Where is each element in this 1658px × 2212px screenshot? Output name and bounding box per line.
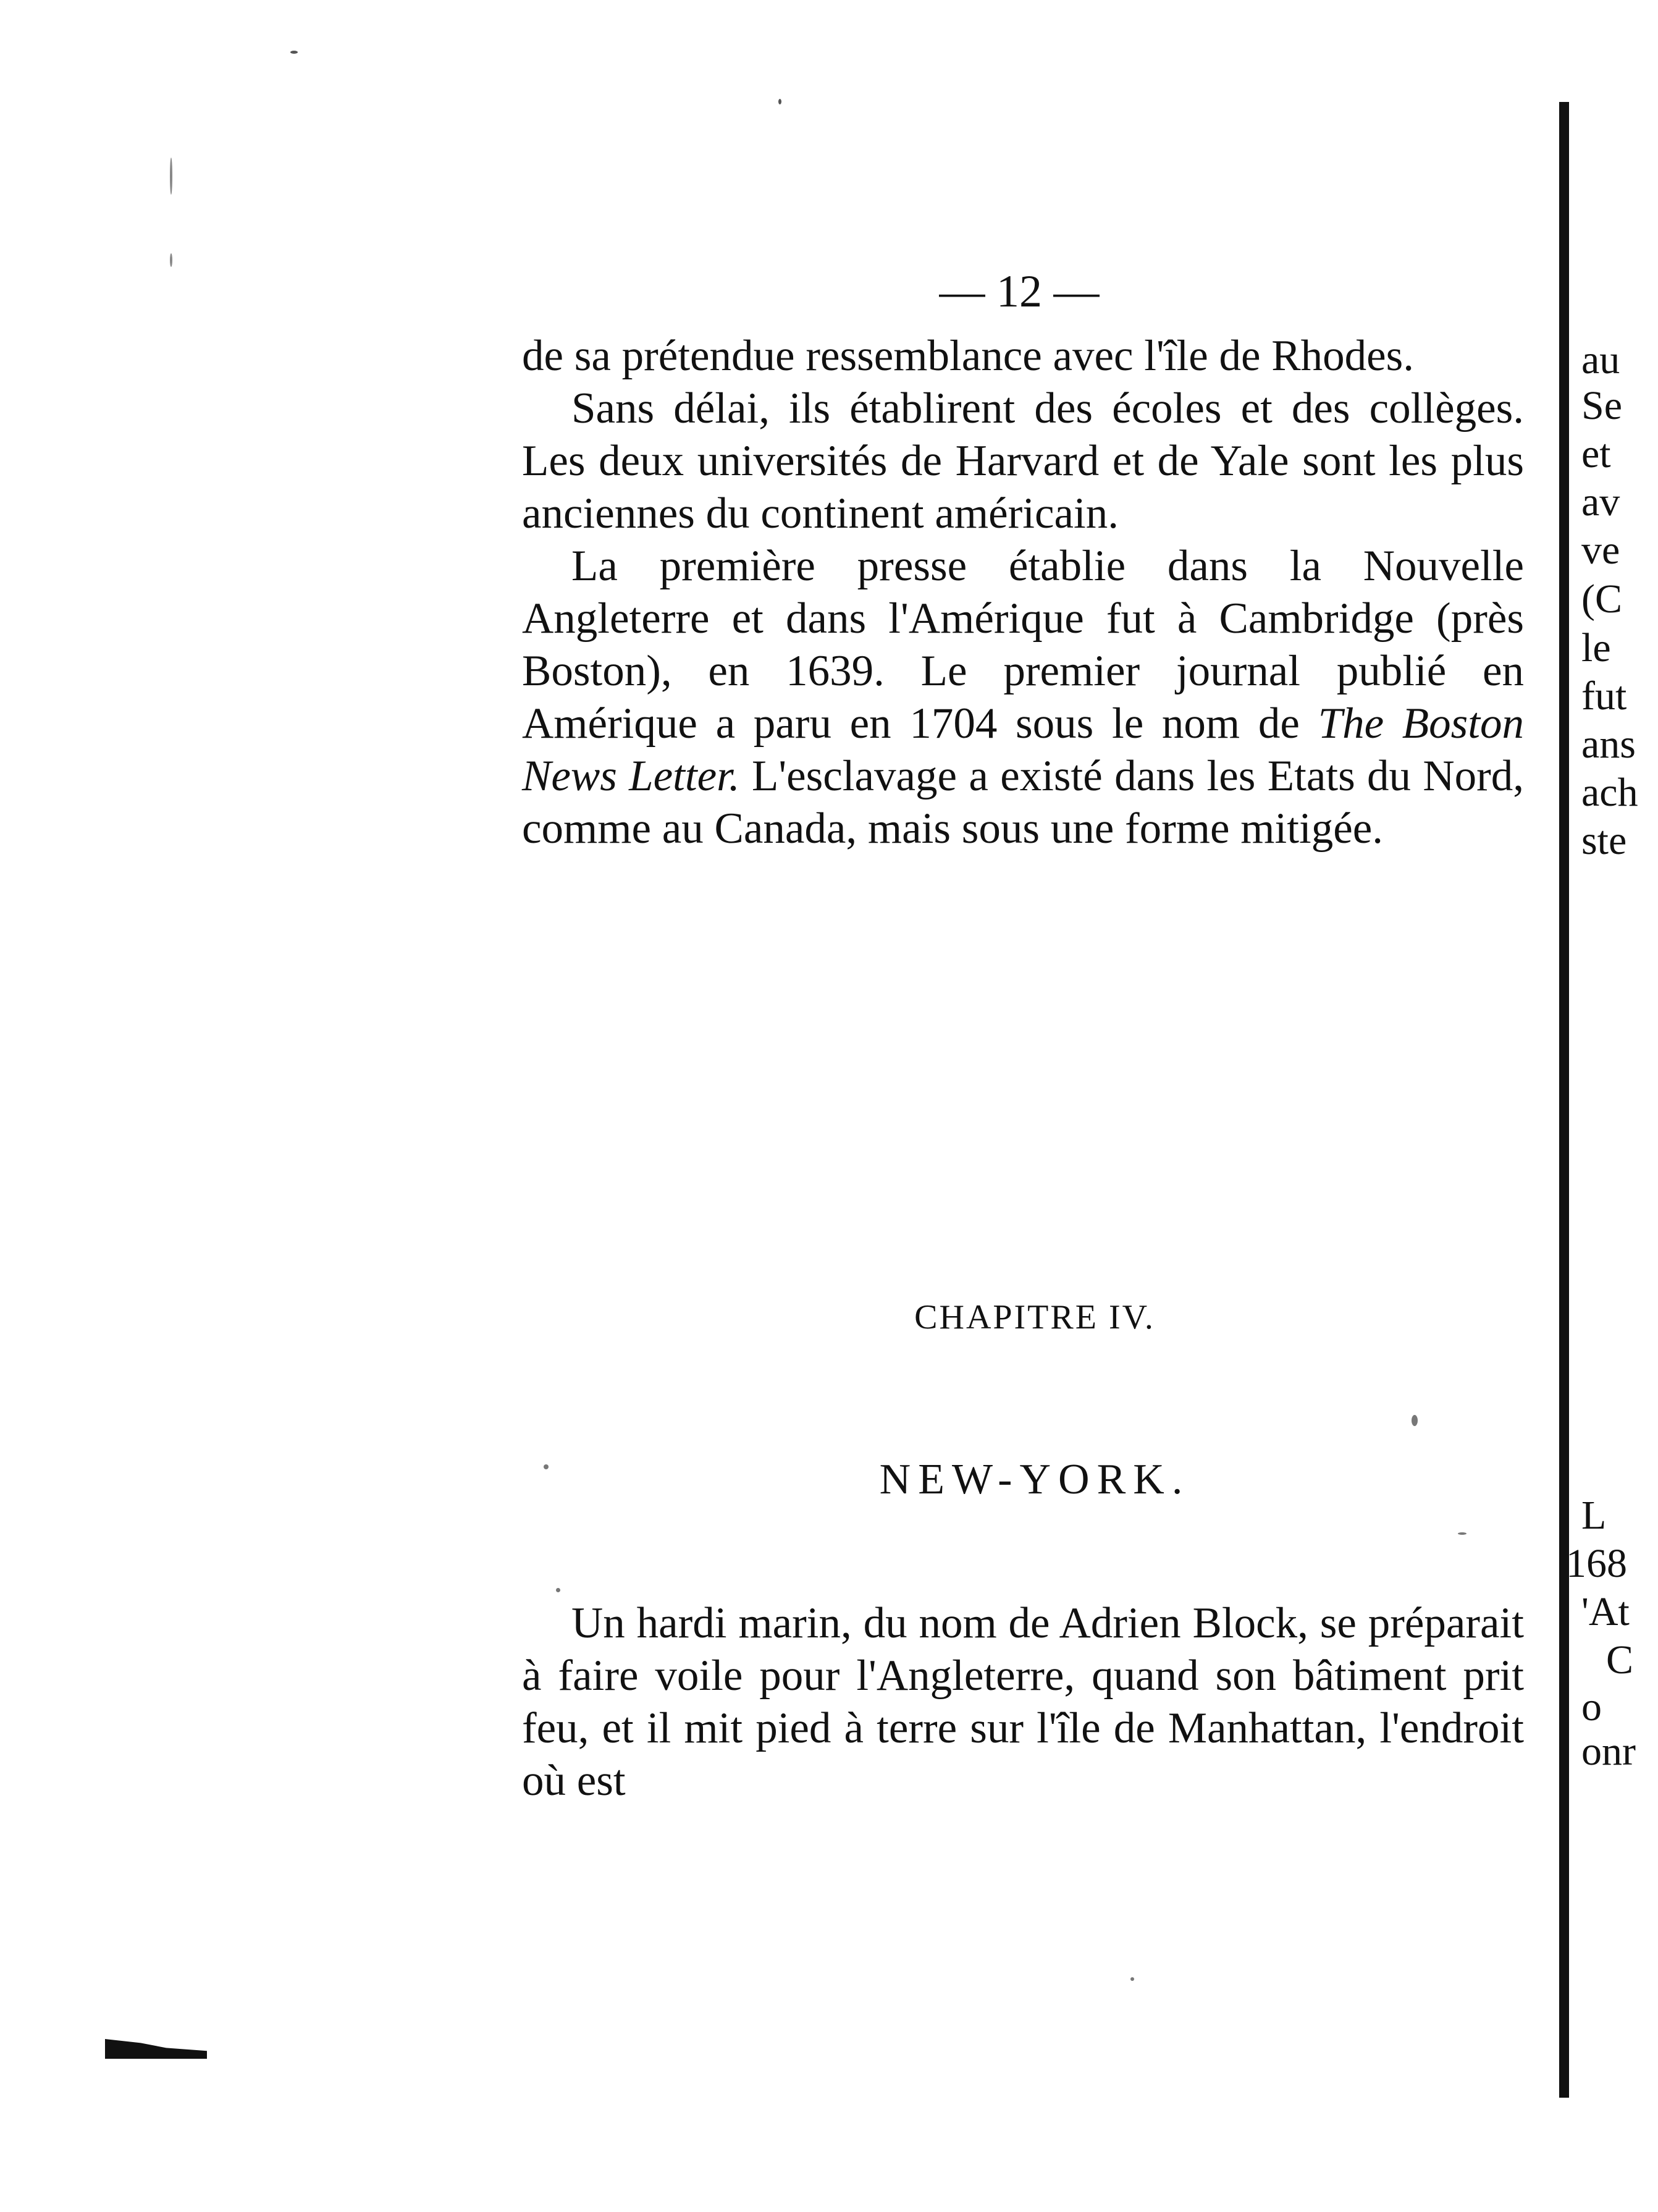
- print-smudge: [105, 2039, 207, 2059]
- gutter-edge: [1559, 102, 1569, 2098]
- facing-fragment: o: [1581, 1686, 1602, 1729]
- chapter-heading: CHAPITRE IV.: [914, 1298, 1155, 1336]
- facing-fragment: C: [1606, 1639, 1634, 1682]
- scan-speck: [290, 51, 298, 54]
- facing-fragment: ans: [1581, 723, 1636, 766]
- facing-fragment: et: [1581, 433, 1611, 476]
- paragraph-3-tail: L'esclavage a existé dans les Etats du Nord, comme au Canada, mais sous une forme mitigée.: [522, 752, 1524, 853]
- scan-speck: [1130, 1977, 1134, 1981]
- facing-fragment: onr: [1581, 1730, 1636, 1773]
- scan-speck: [170, 158, 172, 195]
- facing-fragment: L: [1581, 1494, 1607, 1537]
- facing-fragment: 168: [1566, 1542, 1627, 1585]
- facing-fragment: ste: [1581, 819, 1627, 863]
- scan-speck: [1412, 1415, 1418, 1426]
- facing-fragment: le: [1581, 627, 1611, 670]
- paragraph-3: [522, 540, 1524, 855]
- scan-speck: [170, 253, 172, 267]
- body-text-top: [522, 330, 1524, 855]
- paragraph-4: Un hardi marin, du nom de Adrien Block, se préparait à faire voile pour l'Angleterre, quand son bâtiment prit feu, et il mit pied à terre sur l'île de Manhattan, l'endroit où est: [522, 1599, 1524, 1805]
- section-title: NEW-YORK.: [879, 1456, 1190, 1503]
- paragraph-2: Sans délai, ils établirent des écoles et des collèges. Les deux universités de Harvard et de Yale sont les plus anciennes du continent américain.: [522, 384, 1524, 538]
- facing-fragment: ach: [1581, 771, 1638, 814]
- facing-fragment: 'At: [1581, 1590, 1630, 1634]
- paragraph-1: de sa prétendue ressemblance avec l'île de Rhodes.: [522, 332, 1415, 380]
- newspaper-title: The Boston News Letter.: [522, 699, 1524, 800]
- facing-fragment: ve: [1581, 529, 1620, 572]
- scan-speck: [778, 99, 781, 104]
- page-number: — 12 —: [939, 266, 1100, 317]
- body-text-bottom: [522, 1597, 1524, 1807]
- facing-fragment: Se: [1581, 384, 1622, 428]
- paragraph-3-text: La première presse établie dans la Nouvelle Angleterre et dans l'Amérique fut à Cambridge (près Boston), en 1639. Le premier journal publié en Amérique a paru en 1704 sous le nom de: [522, 542, 1524, 748]
- scan-speck: [556, 1588, 560, 1592]
- facing-fragment: (C: [1581, 578, 1622, 621]
- facing-fragment: fut: [1581, 675, 1627, 718]
- facing-fragment: au: [1581, 339, 1620, 382]
- scan-speck: [1458, 1532, 1467, 1535]
- scan-speck: [544, 1464, 549, 1469]
- facing-fragment: av: [1581, 481, 1620, 524]
